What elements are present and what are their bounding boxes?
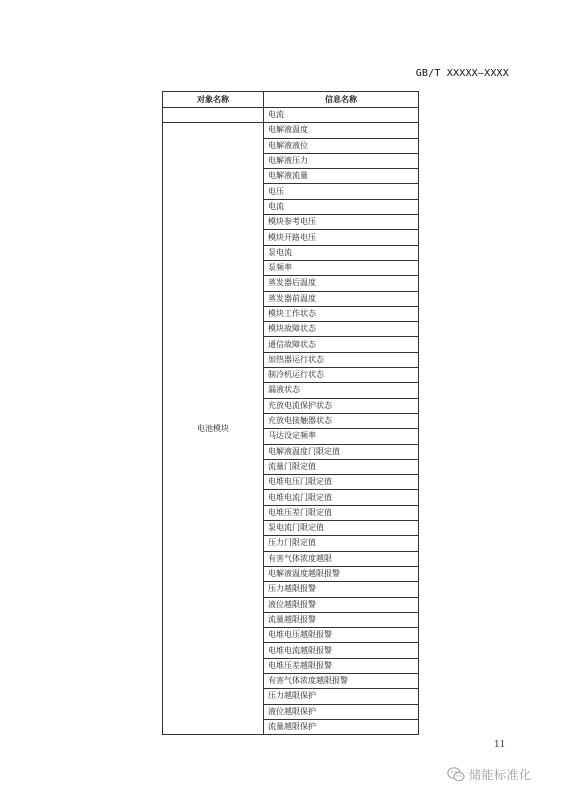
wechat-icon [447, 767, 465, 782]
information-table [162, 91, 419, 735]
info-cell: 电堆压差越限报警 [264, 658, 419, 673]
info-cell: 电流 [264, 108, 419, 123]
watermark-text: 储能标准化 [469, 768, 532, 782]
info-cell: 漏液状态 [264, 383, 419, 398]
info-cell: 流量门限定值 [264, 459, 419, 474]
info-cell: 加热器运行状态 [264, 352, 419, 367]
info-cell: 有害气体浓度越限 [264, 551, 419, 566]
info-cell: 模块工作状态 [264, 306, 419, 321]
info-cell: 充放电流保护状态 [264, 398, 419, 413]
info-cell: 流量越限保护 [264, 719, 419, 734]
info-cell: 泵电流 [264, 245, 419, 260]
info-cell: 电堆电流越限报警 [264, 643, 419, 658]
info-cell: 泵电流门限定值 [264, 521, 419, 536]
column-header-info: 信息名称 [264, 92, 419, 108]
table-row [163, 123, 419, 138]
info-cell: 马达设定频率 [264, 429, 419, 444]
info-cell: 电堆电流门限定值 [264, 490, 419, 505]
info-cell: 压力门限定值 [264, 536, 419, 551]
object-cell-empty [163, 108, 264, 123]
info-cell: 模块故障状态 [264, 322, 419, 337]
info-cell: 液位越限保护 [264, 704, 419, 719]
object-cell-battery-module: 电池模块 [163, 123, 264, 735]
info-cell: 电堆电压门限定值 [264, 475, 419, 490]
info-cell: 压力越限保护 [264, 689, 419, 704]
info-cell: 电解液流量 [264, 169, 419, 184]
info-cell: 通信故障状态 [264, 337, 419, 352]
info-cell: 模块开路电压 [264, 230, 419, 245]
watermark [447, 766, 532, 783]
info-cell: 电解液温度门限定值 [264, 444, 419, 459]
info-cell: 模块参考电压 [264, 215, 419, 230]
info-cell: 电解液液位 [264, 138, 419, 153]
info-cell: 制冷机运行状态 [264, 368, 419, 383]
info-cell: 有害气体浓度越限报警 [264, 673, 419, 688]
info-cell: 蒸发器后温度 [264, 276, 419, 291]
column-header-object: 对象名称 [163, 92, 264, 108]
table-row [163, 108, 419, 123]
info-cell: 电堆压差门限定值 [264, 505, 419, 520]
info-cell: 蒸发器前温度 [264, 291, 419, 306]
info-cell: 电堆电压越限报警 [264, 628, 419, 643]
info-cell: 压力越限报警 [264, 582, 419, 597]
page-number: 11 [494, 740, 506, 750]
standard-code: GB/T XXXXX—XXXX [415, 68, 509, 79]
info-cell: 电压 [264, 184, 419, 199]
info-cell: 电解液压力 [264, 153, 419, 168]
info-cell: 电解液温度越限报警 [264, 566, 419, 581]
info-cell: 充放电接触器状态 [264, 413, 419, 428]
table-header-row [163, 92, 419, 108]
info-cell: 液位越限报警 [264, 597, 419, 612]
info-cell: 泵频率 [264, 260, 419, 275]
info-cell: 电解液温度 [264, 123, 419, 138]
info-cell: 流量越限报警 [264, 612, 419, 627]
info-cell: 电流 [264, 199, 419, 214]
